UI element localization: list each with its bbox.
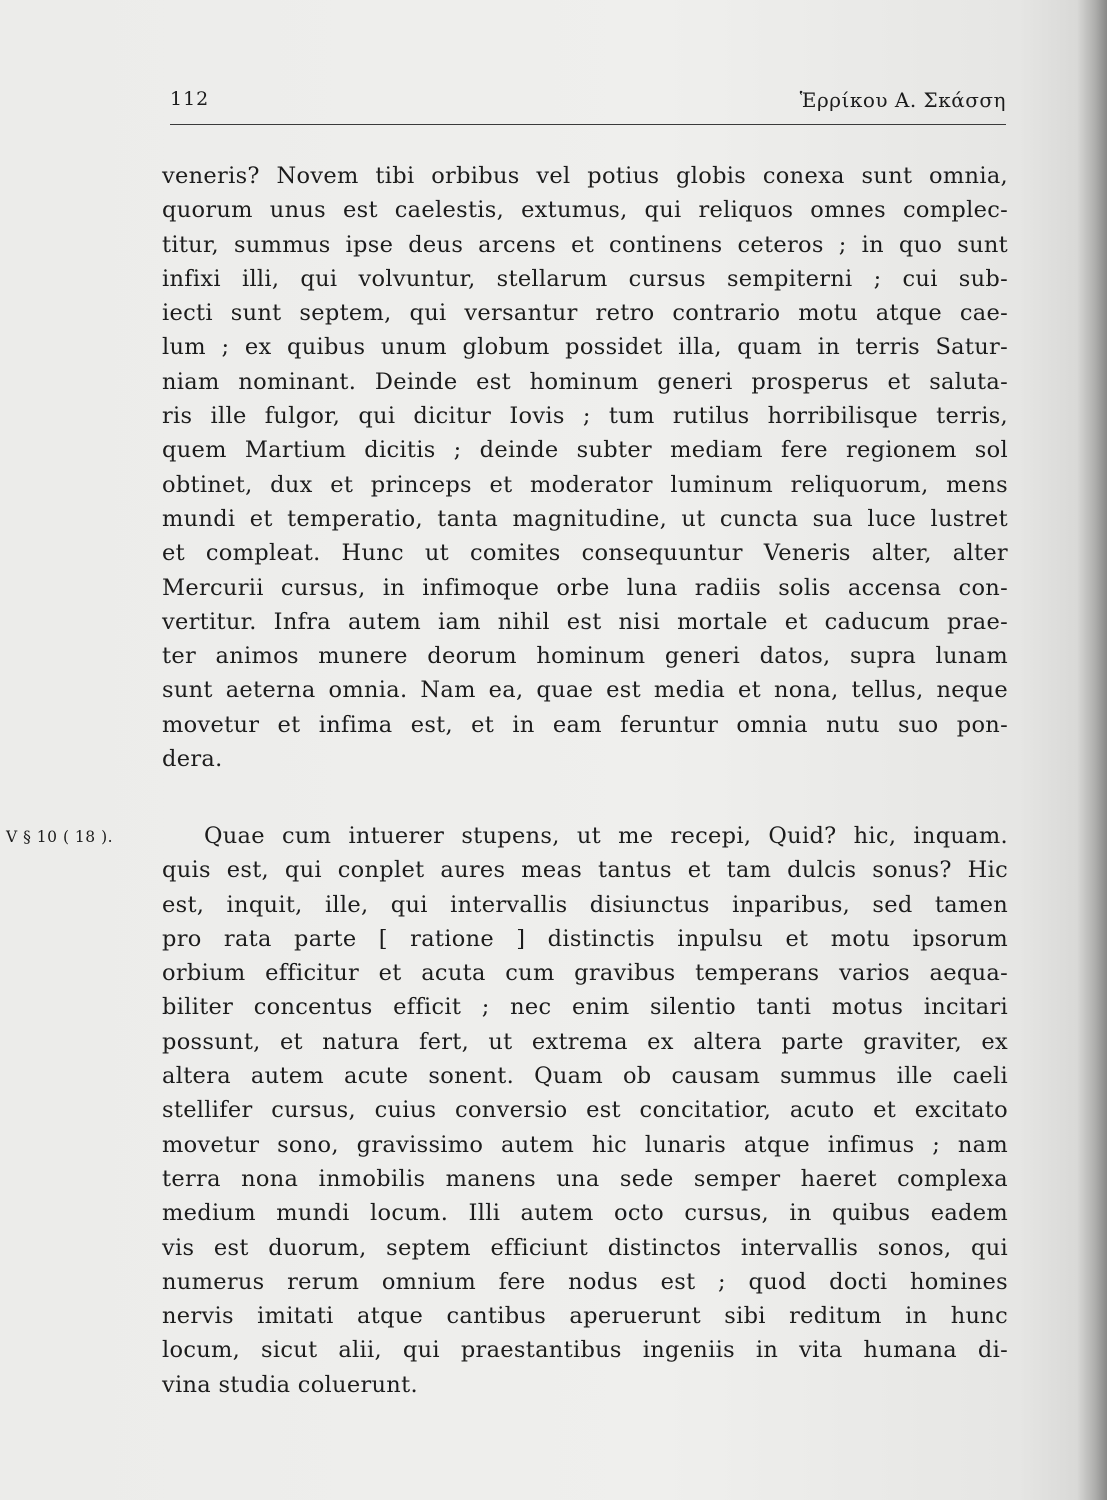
text-line: ter animos munere deorum hominum generi datos, supra lunam [162, 643, 1008, 670]
text-line: stellifer cursus, cuius conversio est concitatior, acuto et excitato [162, 1097, 1008, 1124]
text-line: quis est, qui conplet aures meas tantus et tam dulcis sonus? Hic [162, 857, 1008, 884]
text-line: obtinet, dux et princeps et moderator luminum reliquorum, mens [162, 471, 1008, 498]
text-line: et compleat. Hunc ut comites consequuntur Veneris alter, alter [162, 540, 1008, 567]
text-line: movetur et infima est, et in eam feruntur omnia nutu suo pon- [162, 711, 1008, 738]
page-gutter-shadow [1077, 0, 1107, 1500]
running-head-author: Ἑρρίκου Α. Σκάσση [799, 88, 1006, 112]
text-line: terra nona inmobilis manens una sede semper haeret complexa [162, 1165, 1008, 1192]
text-line: biliter concentus efficit ; nec enim silentio tanti motus incitari [162, 994, 1008, 1021]
text-line: possunt, et natura fert, ut extrema ex altera parte graviter, ex [162, 1028, 1008, 1055]
header-rule [170, 124, 1006, 125]
text-line: vis est duorum, septem efficiunt distinctos intervallis sonos, qui [162, 1234, 1008, 1261]
text-line: ris ille fulgor, qui dicitur Iovis ; tum rutilus horribilisque terris, [162, 403, 1008, 430]
text-line: veneris? Novem tibi orbibus vel potius globis conexa sunt omnia, [162, 163, 1008, 189]
text-line: pro rata parte [ ratione ] distinctis inpulsu et motu ipsorum [162, 925, 1008, 952]
text-line: orbium efficitur et acuta cum gravibus temperans varios aequa- [162, 960, 1008, 987]
text-line: mundi et temperatio, tanta magnitudine, ut cuncta sua luce lustret [162, 505, 1008, 532]
text-line: lum ; ex quibus unum globum possidet illa, quam in terris Satur- [162, 334, 1008, 361]
text-line: niam nominant. Deinde est hominum generi prosperus et saluta- [162, 368, 1008, 395]
text-line: dera. [162, 746, 223, 773]
paragraph-1 [162, 159, 1008, 776]
text-line: sunt aeterna omnia. Nam ea, quae est media et nona, tellus, neque [162, 677, 1008, 704]
text-line: altera autem acute sonent. Quam ob causam summus ille caeli [162, 1063, 1008, 1090]
text-line: vertitur. Infra autem iam nihil est nisi mortale et caducum prae- [162, 608, 1008, 635]
text-line: quorum unus est caelestis, extumus, qui reliquos omnes complec- [162, 197, 1008, 224]
text-line: nervis imitati atque cantibus aperuerunt sibi reditum in hunc [162, 1303, 1008, 1330]
text-line: iecti sunt septem, qui versantur retro contrario motu atque cae- [162, 300, 1008, 327]
running-head [170, 86, 1006, 126]
text-line: est, inquit, ille, qui intervallis disiunctus inparibus, sed tamen [162, 891, 1008, 918]
text-line: vina studia coluerunt. [162, 1371, 418, 1398]
text-line: medium mundi locum. Illi autem octo cursus, in quibus eadem [162, 1200, 1008, 1227]
page-number: 112 [170, 88, 210, 110]
text-line: Mercurii cursus, in infimoque orbe luna radiis solis accensa con- [162, 574, 1008, 601]
paragraph-2 [162, 819, 1008, 1402]
text-line: Quae cum intuerer stupens, ut me recepi, Quid? hic, inquam. [204, 823, 1008, 849]
margin-section-reference: V § 10 ( 18 ). [6, 828, 114, 846]
text-line: infixi illi, qui volvuntur, stellarum cursus sempiterni ; cui sub- [162, 265, 1008, 292]
text-line: locum, sicut alii, qui praestantibus ingeniis in vita humana di- [162, 1337, 1008, 1364]
text-line: numerus rerum omnium fere nodus est ; quod docti homines [162, 1268, 1008, 1295]
text-line: movetur sono, gravissimo autem hic lunaris atque infimus ; nam [162, 1131, 1008, 1158]
text-line: titur, summus ipse deus arcens et continens ceteros ; in quo sunt [162, 231, 1008, 258]
text-line: quem Martium dicitis ; deinde subter mediam fere regionem sol [162, 437, 1008, 464]
